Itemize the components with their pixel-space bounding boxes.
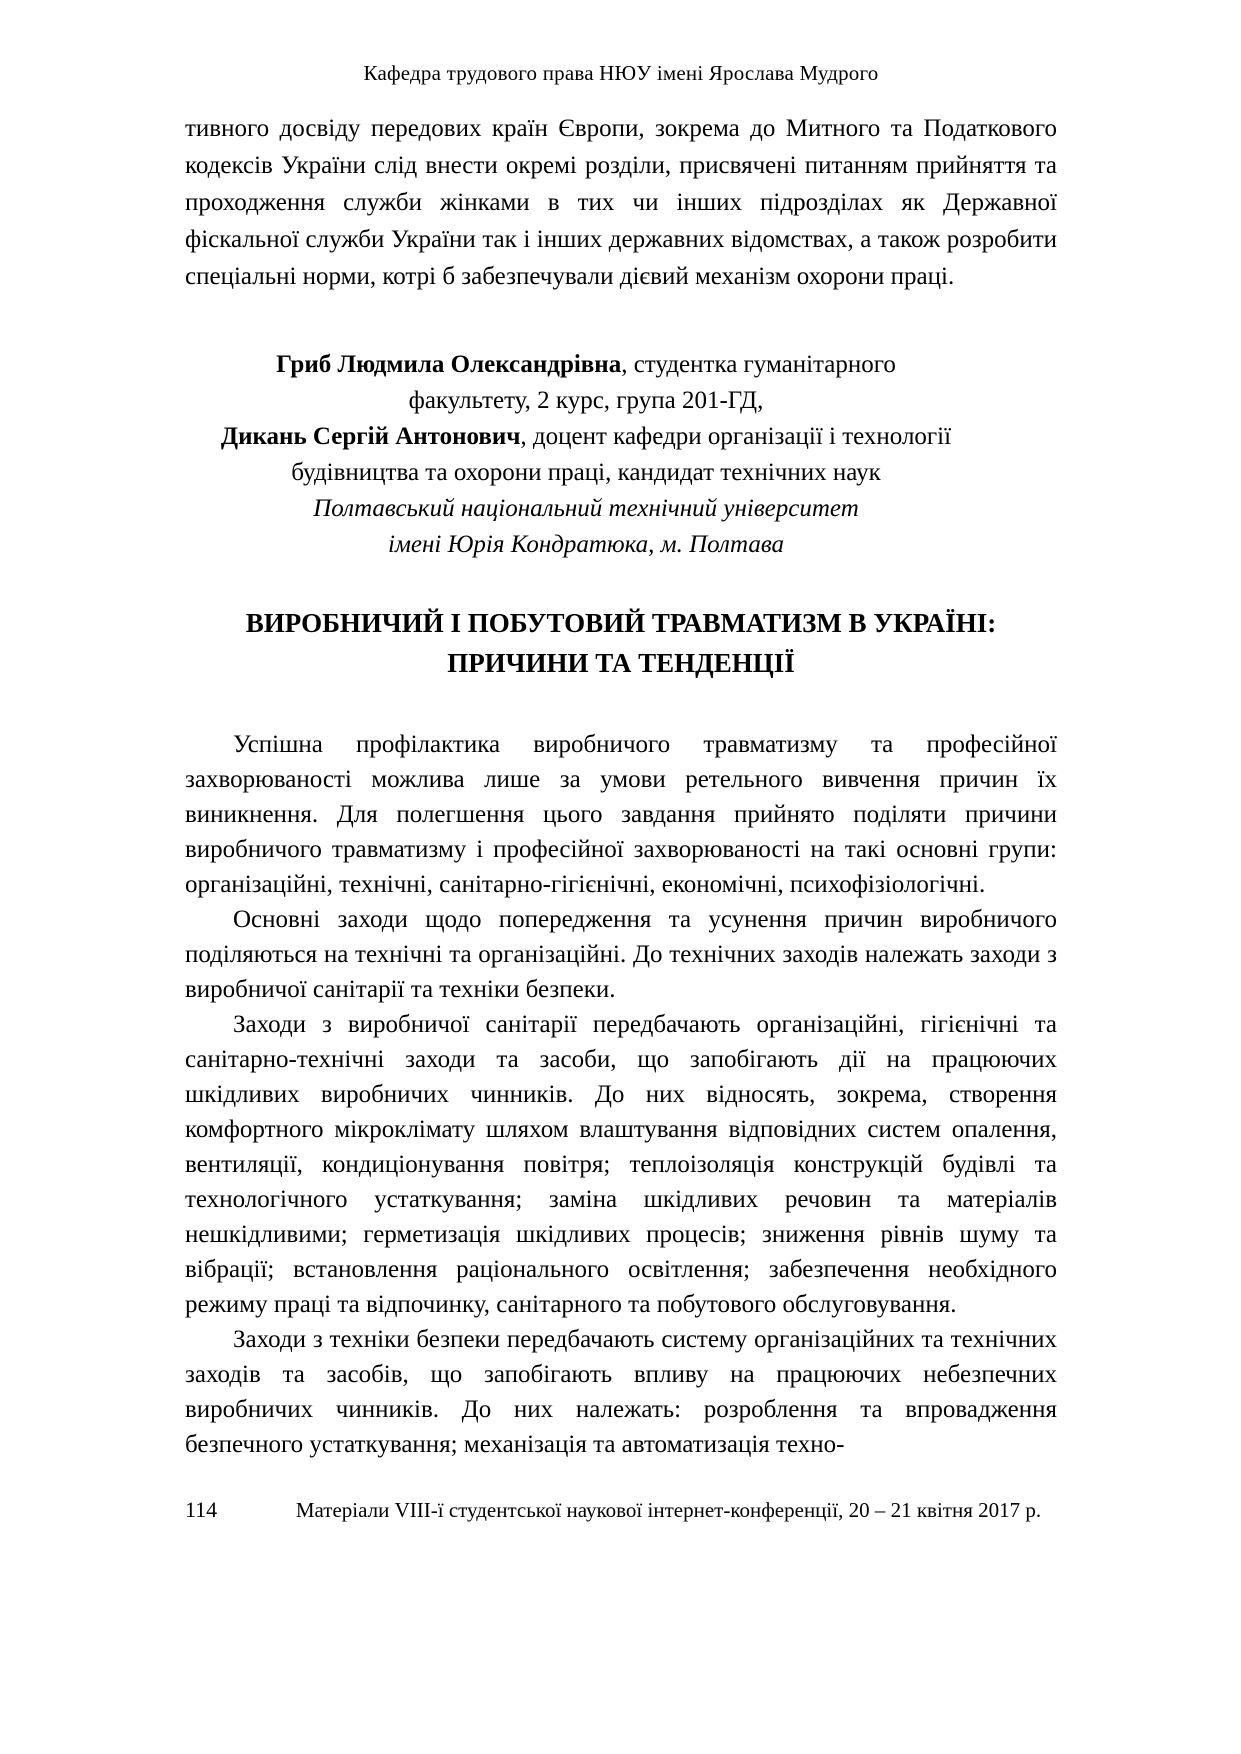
running-header: Кафедра трудового права НЮУ імені Ярослава Мудрого	[363, 61, 879, 85]
author-role-2: , доцент кафедри організації і технології	[520, 423, 952, 450]
footer-page-number: 114	[185, 1497, 218, 1522]
affiliation-line-2: імені Юрія Кондратюка, м. Полтава	[388, 531, 784, 558]
paper-title-line-2: ПРИЧИНИ ТА ТЕНДЕНЦІЇ	[447, 648, 795, 678]
body-paragraph: Заходи з техніки безпеки передбачають систему організаційних та технічних заходів та засобів, що запобігають впливу на працюючих небезпечних виробничих чинників. До них належать: розроблення та впровадження безпечного устаткування; механізація та автоматизація техно-	[185, 1326, 1057, 1458]
author-role-1-cont: факультету, 2 курс, група 201-ГД,	[408, 387, 764, 414]
affiliation-line-1: Полтавський національний технічний університет	[313, 495, 859, 522]
paper-title	[185, 603, 1057, 683]
byline-line	[185, 419, 987, 455]
byline	[185, 347, 987, 563]
byline-line	[185, 455, 987, 491]
author-name-2: Дикань Сергій Антонович	[220, 423, 521, 450]
body-paragraph: Успішна профілактика виробничого травматизму та професійної захворюваності можлива лише за умови ретельного вивчення причин їх виникнення. Для полегшення цього завдання прийнято поділяти причини виробничого травматизму і професійної захворюваності на такі основні групи: організаційні, технічні, санітарно-гігієнічні, економічні, психофізіологічні.	[185, 731, 1057, 898]
page-content	[185, 60, 1057, 1460]
article-body	[185, 727, 1057, 1460]
byline-line	[185, 383, 987, 419]
paper-title-line-1: ВИРОБНИЧИЙ І ПОБУТОВИЙ ТРАВМАТИЗМ В УКРАЇНІ:	[245, 608, 997, 638]
byline-line	[185, 347, 987, 383]
author-role-1: , студентка гуманітарного	[621, 351, 896, 378]
intro-paragraph: тивного досвіду передових країн Європи, зокрема до Митного та Податкового кодексів України слід внести окремі розділи, присвячені питанням прийняття та проходження служби жінками в тих чи інших підрозділах як Державної фіскальної служби України так і інших державних відомствах, а також розробити спеціальні норми, котрі б забезпечували дієвий механізм охорони праці.	[185, 115, 1057, 290]
body-paragraph: Основні заходи щодо попередження та усунення причин виробничого поділяються на технічні та організаційні. До технічних заходів належать заходи з виробничої санітарії та техніки безпеки.	[185, 906, 1057, 1003]
page-footer	[185, 1497, 1057, 1523]
author-name-1: Гриб Людмила Олександрівна	[276, 351, 622, 378]
author-role-2-cont: будівництва та охорони праці, кандидат технічних наук	[291, 459, 881, 486]
body-paragraph: Заходи з виробничої санітарії передбачають організаційні, гігієнічні та санітарно-технічні заходи та засоби, що запобігають дії на працюючих шкідливих виробничих чинників. До них відносять, зокрема, створення комфортного мікроклімату шляхом влаштування відповідних систем опалення, вентиляції, кондиціонування повітря; теплоізоляція конструкцій будівлі та технологічного устаткування; заміна шкідливих речовин та матеріалів нешкідливими; герметизація шкідливих процесів; зниження рівнів шуму та вібрації; встановлення раціонального освітлення; забезпечення необхідного режиму праці та відпочинку, санітарного та побутового обслуговування.	[185, 1011, 1057, 1318]
footer-text: Матеріали VIII-ї студентської наукової інтернет-конференції, 20 – 21 квітня 2017 р.	[295, 1498, 1042, 1522]
